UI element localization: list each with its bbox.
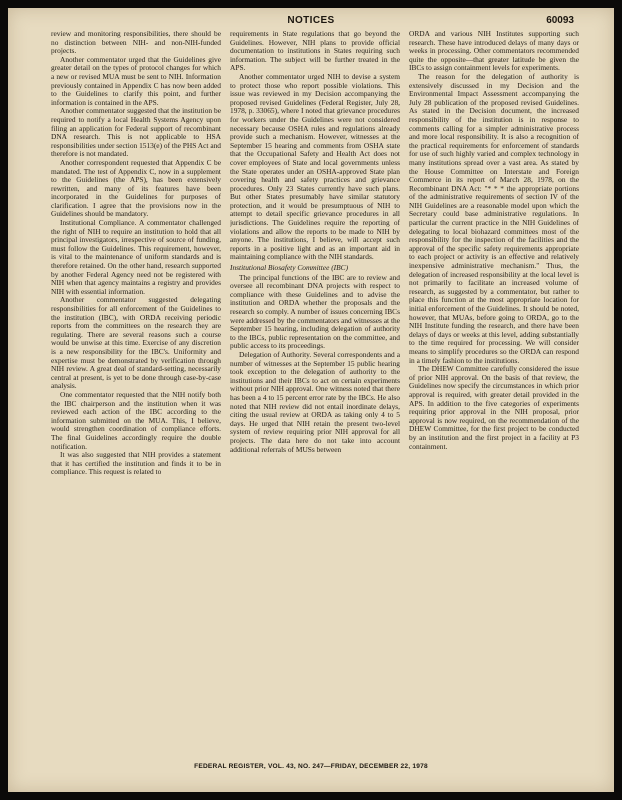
paragraph: Delegation of Authority. Several correspondents and a number of witnesses at the September 15 public hearing took exception to the delegation of authority to the institutions and their IBCs to act on certain experiments without prior NIH approval. One witness noted that there has been a 4 to 15 percent error rate by the IBCs. He also noted that NIH review did not entail inordinate delays, citing the usual review at ORDA as taking only 4 to 5 days. He urged that NIH retain the present two-level system of review requiring prior NIH approval for all projects. The data here do not take into account additional referrals of MUSs between bbox=[230, 349, 400, 454]
paragraph: Another commentator urged NIH to devise a system to protect those who report possible violations. This issue was reviewed in my Decision accompanying the proposed revised Guidelines (Federal Register, July 28, 1978, p. 33065), where I noted that grievance procedures for workers under the Guidelines were not considered necessary because OSHA rules and regulations already provide such a mechanism. However, witnesses at the September 15 hearing and comments from OSHA state that the Occupational Safety and Health Act does not cover employees of State and local governments unless the State operates under an OSHA-approved State plan covering health and safety practices and grievance procedures. Only 23 States currently have such plans. But other States presumably have similar statutory protection, and it would be presumptuous of NIH to attempt to detail specific grievance procedures in all jurisdictions. The Guidelines require the reporting of violations and allow the reports to be made to NIH by anyone. The institutions, I believe, will accept such reports in a positive light and as an important aid in maintaining compliance with the NIH standards. bbox=[230, 71, 400, 262]
middle-column bbox=[230, 30, 400, 757]
paragraph: requirements in State regulations that go beyond the Guidelines. However, NIH plans to provide official documentation to institutions in States requiring such information. The subject will be further treated in the APS. bbox=[230, 30, 400, 73]
paragraph: The principal functions of the IBC are to review and oversee all recombinant DNA projects with respect to compliance with these Guidelines and to advise the institution and ORDA whether the proposals and the research so comply. A number of issues concerning IBCs were addressed by the commentators and witnesses at the September 15 hearing, including delegation of authority to the IBCs, public representation on the committee, and public access to its proceedings. bbox=[230, 272, 400, 351]
paragraph: Another commentator suggested delegating responsibilities for all enforcement of the Guidelines to the institution (IBC), with ORDA receiving periodic reports from the committees on the research they are regulating. There are several reasons such a course would be unwise at this time. Exercise of any discretion is a new responsibility for the IBC's. Uniformity and expertise must be demonstrated by verification through NIH review. A great deal of standard-setting, necessarily central at present, is yet to be done through case-by-case analysis. bbox=[51, 295, 221, 391]
paragraph: Another correspondent requested that Appendix C be mandated. The test of Appendix C, now in a supplement to the Guidelines (the APS), has been extensively rewritten, and many of its features have been incorporated in the Guidelines for purposes of clarification. I agree that the provisions now in the Guidelines should be mandatory. bbox=[51, 157, 221, 219]
left-column bbox=[51, 30, 221, 757]
paragraph: ORDA and various NIH Institutes supporting such research. These have introduced delays of many days or weeks in processing. Other commentators recommended quite the opposite—that greater latitude be given the IBCs to assign containment levels for experiments. bbox=[409, 30, 579, 73]
page-footer: FEDERAL REGISTER, VOL. 43, NO. 247—FRIDAY, DECEMBER 22, 1978 bbox=[194, 763, 428, 770]
document-page bbox=[8, 8, 614, 792]
section-title: NOTICES bbox=[287, 15, 335, 26]
paragraph: Another commentator urged that the Guidelines give greater detail on the types of protocol changes for which a new or revised MUA must be sent to NIH. Information previously contained in Appendix C has now been added to the Guidelines to clarify this point, and further information is contained in the APS. bbox=[51, 54, 221, 107]
paragraph: The reason for the delegation of authority is extensively discussed in my Decision and the Environmental Impact Assessment accompanying the July 28 publication of the proposed revised Guidelines. As stated in the Decision document, the increased responsibility of the institution is in response to comments calling for a simpler administrative process and more local responsibility. It is also a recognition of the practical requirements for enforcement of standards for use of such highly varied and complex technology in many institutions spread over a vast area. As stated by the House Committee on Interstate and Foreign Commerce in its report of March 28, 1978, on the Recombinant DNA Act: "* * * the appropriate portions of the administrative requirements of section IV of the NIH Guidelines are a reasonable model upon which the Secretary could base administrative regulations. In particular the current practice in the NIH Guidelines of delegating to local biohazard committees most of the responsibility for the inspection of the facilities and the approval of the specific safety requirements appropriate to each project or activity is an effective and relatively inexpensive administrative mechanism." Thus, the delegation of increased responsibility at the local level is not primarily to facilitate an increased volume of research, as suggested by a commentator, but rather to place this function at the most appropriate location for initial enforcement of the Guidelines. It should be noted, however, that MUAs, before going to ORDA, go to the NIH Institute funding the research, and there have been delays of days or weeks at this level, adding substantially to the time required for processing. We will consider means to simplify procedures so the ORDA can respond in a timely fashion to the institutions. bbox=[409, 71, 579, 365]
paragraph: Institutional Compliance. A commentator challenged the right of NIH to require an institution to hold that all principal investigators, irrespective of source of funding, must follow the Guidelines. This requirement, however, is vital to the maintenance of uniform standards and is therefore retained. On the other hand, research supported by another Federal Agency need not be registered with NIH when that agency maintains a registry and provides NIH with essential information. bbox=[51, 218, 221, 296]
paragraph: It was also suggested that NIH provides a statement that it has certified the institution and finds it to be in compliance. This request is related to bbox=[51, 450, 221, 477]
right-column bbox=[409, 30, 579, 757]
paragraph: review and monitoring responsibilities, there should be no distinction between NIH- and non-NIH-funded projects. bbox=[51, 30, 221, 56]
page-header bbox=[48, 15, 574, 29]
paragraph: Another commentator suggested that the institution be required to notify a local Health Systems Agency upon filing an application for Federal support of recombinant DNA research. This is not applicable to HSA responsibilities under section 1513(e) of the PHS Act and therefore is not mandated. bbox=[51, 106, 221, 159]
text-columns bbox=[51, 30, 579, 757]
section-heading: Institutional Biosafety Committee (IBC) bbox=[230, 263, 349, 273]
paragraph: One commentator requested that the NIH notify both the IBC chairperson and the institution when it was reviewed each action of the IBC according to the information submitted on the MUA. This, I believe, would strengthen coordination of compliance efforts. The final Guidelines accordingly require the double notification. bbox=[51, 389, 221, 451]
paragraph: The DHEW Committee carefully considered the issue of prior NIH approval. On the basis of that review, the Guidelines now specify the circumstances in which prior approval is required, with greater detail provided in the APS. In addition to the five categories of experiments requiring prior approval in the NIH proposal, prior approval is now required, on the recommendation of the DHEW Committee, for the first project to be conducted by an institution and the first project in a facility at P3 containment. bbox=[409, 364, 579, 451]
page-number: 60093 bbox=[546, 15, 574, 26]
